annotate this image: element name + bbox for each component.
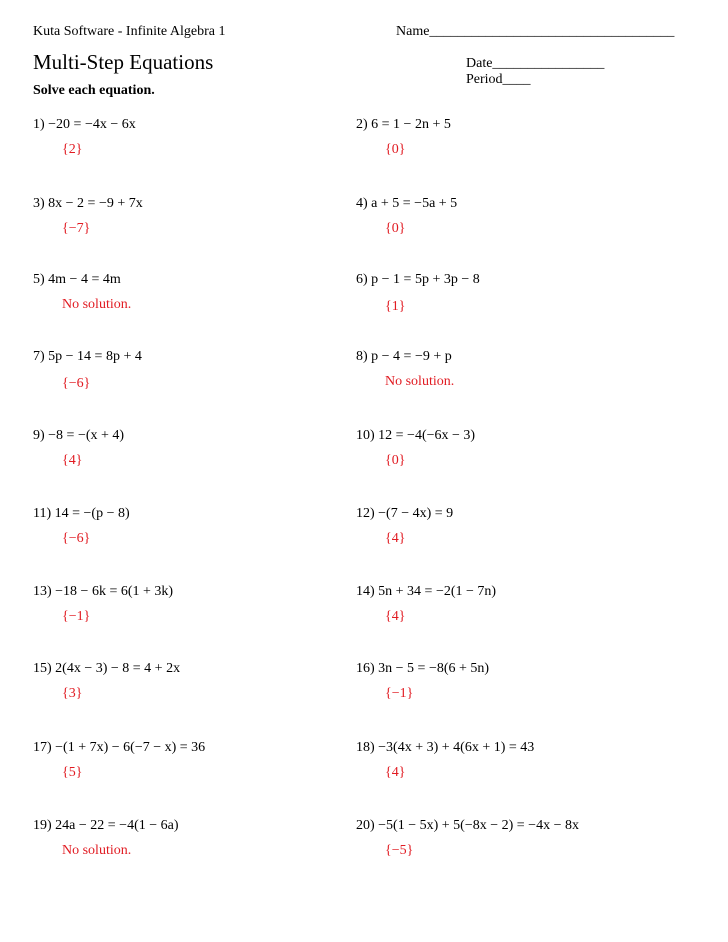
problem-9 <box>33 428 363 498</box>
problem-equation: 17) −(1 + 7x) − 6(−7 − x) = 36 <box>33 740 206 755</box>
problem-6 <box>356 272 686 342</box>
problem-20 <box>356 818 686 888</box>
problem-answer: {0} <box>385 453 406 468</box>
problem-equation: 18) −3(4x + 3) + 4(6x + 1) = 43 <box>356 740 535 755</box>
problem-10 <box>356 428 686 498</box>
problem-equation: 19) 24a − 22 = −4(1 − 6a) <box>33 818 179 833</box>
date-field: Date________________ <box>466 56 605 71</box>
problem-answer: {4} <box>385 609 406 624</box>
problem-equation: 1) −20 = −4x − 6x <box>33 117 136 132</box>
problem-14 <box>356 584 686 654</box>
problem-answer: {−5} <box>385 843 414 858</box>
problem-answer: {4} <box>62 453 83 468</box>
problem-answer: {0} <box>385 221 406 236</box>
problem-equation: 2) 6 = 1 − 2n + 5 <box>356 117 451 132</box>
problem-answer: {−1} <box>385 686 414 701</box>
period-field: Period____ <box>466 72 531 87</box>
problem-19 <box>33 818 363 888</box>
worksheet-header <box>33 24 682 44</box>
problem-equation: 16) 3n − 5 = −8(6 + 5n) <box>356 661 490 676</box>
problem-answer: {−6} <box>62 376 91 391</box>
problem-3 <box>33 196 363 266</box>
problem-equation: 14) 5n + 34 = −2(1 − 7n) <box>356 584 497 599</box>
problem-answer: {1} <box>385 299 406 314</box>
problem-4 <box>356 196 686 266</box>
problem-answer: {−6} <box>62 531 91 546</box>
problem-equation: 3) 8x − 2 = −9 + 7x <box>33 196 143 211</box>
problem-1 <box>33 117 363 187</box>
problem-17 <box>33 740 363 810</box>
problem-equation: 4) a + 5 = −5a + 5 <box>356 196 458 211</box>
problem-equation: 15) 2(4x − 3) − 8 = 4 + 2x <box>33 661 181 676</box>
problem-16 <box>356 661 686 731</box>
problem-equation: 7) 5p − 14 = 8p + 4 <box>33 349 142 364</box>
problem-equation: 6) p − 1 = 5p + 3p − 8 <box>356 272 480 287</box>
problem-15 <box>33 661 363 731</box>
page-title: Multi-Step Equations <box>33 50 214 74</box>
problem-11 <box>33 506 363 576</box>
publisher-label: Kuta Software - Infinite Algebra 1 <box>33 24 226 39</box>
problem-answer: {−1} <box>62 609 91 624</box>
problem-answer: {2} <box>62 142 83 157</box>
problem-2 <box>356 117 686 187</box>
problem-8 <box>356 349 686 419</box>
problem-5 <box>33 272 363 342</box>
problem-equation: 10) 12 = −4(−6x − 3) <box>356 428 476 443</box>
problem-answer: {4} <box>385 531 406 546</box>
title-row <box>33 50 682 87</box>
problem-13 <box>33 584 363 654</box>
problem-12 <box>356 506 686 576</box>
problem-answer: No solution. <box>385 374 455 389</box>
problem-answer: No solution. <box>62 297 132 312</box>
problem-answer: No solution. <box>62 843 132 858</box>
problem-equation: 8) p − 4 = −9 + p <box>356 349 452 364</box>
problem-answer: {0} <box>385 142 406 157</box>
problem-answer: {5} <box>62 765 83 780</box>
problem-equation: 5) 4m − 4 = 4m <box>33 272 121 287</box>
problem-7 <box>33 349 363 419</box>
problem-equation: 9) −8 = −(x + 4) <box>33 428 125 443</box>
instructions: Solve each equation. <box>33 83 155 98</box>
problem-equation: 12) −(7 − 4x) = 9 <box>356 506 454 521</box>
problem-answer: {4} <box>385 765 406 780</box>
problem-equation: 11) 14 = −(p − 8) <box>33 506 130 521</box>
name-field: Name___________________________________ <box>396 24 675 39</box>
problem-18 <box>356 740 686 810</box>
problem-answer: {3} <box>62 686 83 701</box>
problem-equation: 20) −5(1 − 5x) + 5(−8x − 2) = −4x − 8x <box>356 818 579 833</box>
date-period-fields <box>466 56 682 88</box>
problem-answer: {−7} <box>62 221 91 236</box>
problem-equation: 13) −18 − 6k = 6(1 + 3k) <box>33 584 174 599</box>
